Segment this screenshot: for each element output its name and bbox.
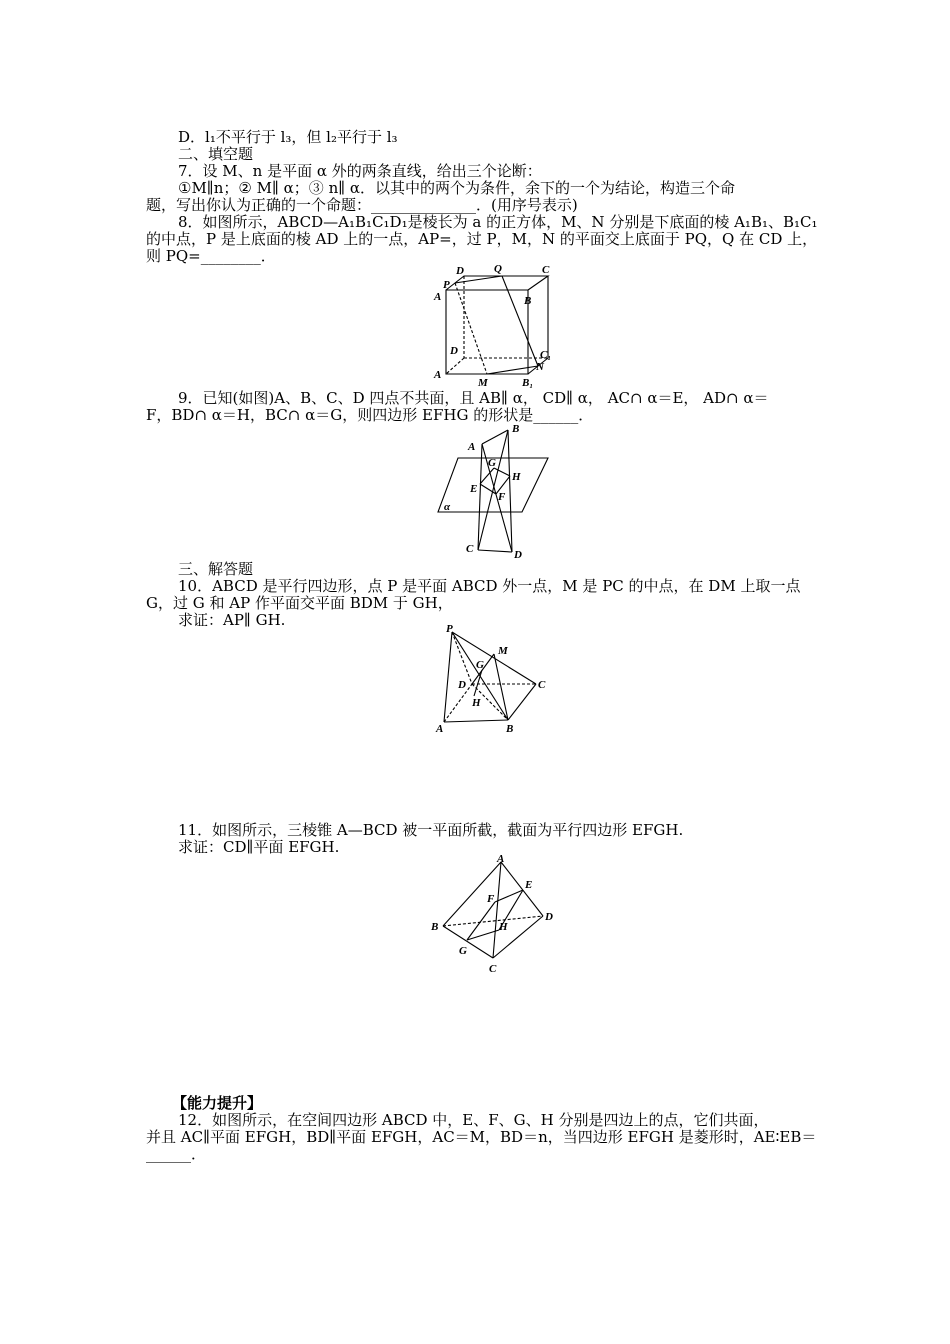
label: D	[456, 265, 464, 277]
label: α	[444, 501, 451, 513]
label: P	[443, 279, 450, 291]
label: H	[512, 471, 521, 483]
figure-tetrahedron-abcd	[425, 850, 565, 975]
label: E	[470, 483, 478, 495]
q7-stem: 7．设 M、n 是平面 α 外的两条直线，给出三个论断：	[178, 162, 542, 180]
label: G	[459, 945, 467, 957]
label: N	[536, 361, 544, 373]
q9-line2: F，BD∩ α＝H，BC∩ α＝G，则四边形 EFHG 的形状是______．	[146, 406, 594, 424]
label: D	[458, 679, 466, 691]
label: M	[498, 645, 508, 657]
label: A	[434, 291, 442, 303]
label: C	[538, 679, 546, 691]
q10-prove: 求证：AP∥ GH.	[178, 611, 286, 629]
section-fill-blank: 二、填空题	[178, 145, 254, 163]
q12-line2: 并且 AC∥平面 EFGH，BD∥平面 EFGH，AC＝M，BD＝n，当四边形 EFGH 是菱形时，AE∶EB＝	[146, 1128, 817, 1146]
section-ability: 【能力提升】	[172, 1094, 263, 1112]
q12-line3: ______．	[146, 1145, 207, 1163]
option-d: D．l₁不平行于 l₃，但 l₂平行于 l₃	[178, 128, 398, 146]
label: D	[545, 911, 553, 923]
label: B	[431, 921, 439, 933]
section-answer: 三、解答题	[178, 560, 254, 578]
figure-plane-alpha	[430, 422, 560, 562]
label: F	[498, 491, 506, 503]
label: C	[466, 543, 474, 555]
label: A	[468, 441, 476, 453]
label: A	[497, 853, 505, 865]
figure-pyramid-pabcd	[430, 624, 565, 739]
q11-prove: 求证：CD∥平面 EFGH.	[178, 838, 340, 856]
label: H	[472, 697, 481, 709]
label: Q	[494, 263, 502, 275]
label: G	[488, 457, 496, 469]
label: B₁	[522, 377, 534, 389]
q8-line3: 则 PQ=________．	[146, 247, 276, 265]
label: M	[478, 377, 488, 389]
q9-stem: 9．已知(如图)A、B、C、D 四点不共面，且 AB∥ α， CD∥ α， AC∩ α＝E， AD∩ α＝	[178, 389, 769, 407]
q10-stem: 10．ABCD 是平行四边形，点 P 是平面 ABCD 外一点，M 是 PC 的中点，在 DM 上取一点	[178, 577, 801, 595]
label: B	[512, 423, 520, 435]
q7-line3: 题，写出你认为正确的一个命题：______________．(用序号表示)	[146, 196, 578, 214]
label: C	[489, 963, 497, 975]
q7-line2: ①M∥n；② M∥ α；③ n∥ α．以其中的两个为条件，余下的一个为结论，构造三个命	[178, 179, 736, 197]
label: A	[434, 369, 442, 381]
q10-line2: G，过 G 和 AP 作平面交平面 BDM 于 GH，	[146, 594, 453, 612]
label: B	[506, 723, 514, 735]
label: G	[476, 659, 484, 671]
label: C	[542, 264, 550, 276]
q8-line2: 的中点，P 是上底面的棱 AD 上的一点，AP=，过 P，M，N 的平面交上底面于 PQ，Q 在 CD 上，	[146, 230, 818, 248]
q8-stem: 8．如图所示，ABCD—A₁B₁C₁D₁是棱长为 a 的正方体，M、N 分别是下底面的棱 A₁B₁、B₁C₁	[178, 213, 818, 231]
label: E	[525, 879, 533, 891]
q12-stem: 12．如图所示，在空间四边形 ABCD 中，E、F、G、H 分别是四边上的点，它们共面，	[178, 1111, 769, 1129]
label: A	[436, 723, 444, 735]
figure-cube	[430, 262, 560, 387]
label: F	[487, 893, 495, 905]
q11-stem: 11．如图所示，三棱锥 A—BCD 被一平面所截，截面为平行四边形 EFGH.	[178, 821, 684, 839]
label: P	[446, 623, 453, 635]
label: D	[514, 549, 522, 561]
label: D	[450, 345, 458, 357]
label: H	[499, 921, 508, 933]
label: C₁	[540, 349, 552, 361]
label: B	[524, 295, 532, 307]
